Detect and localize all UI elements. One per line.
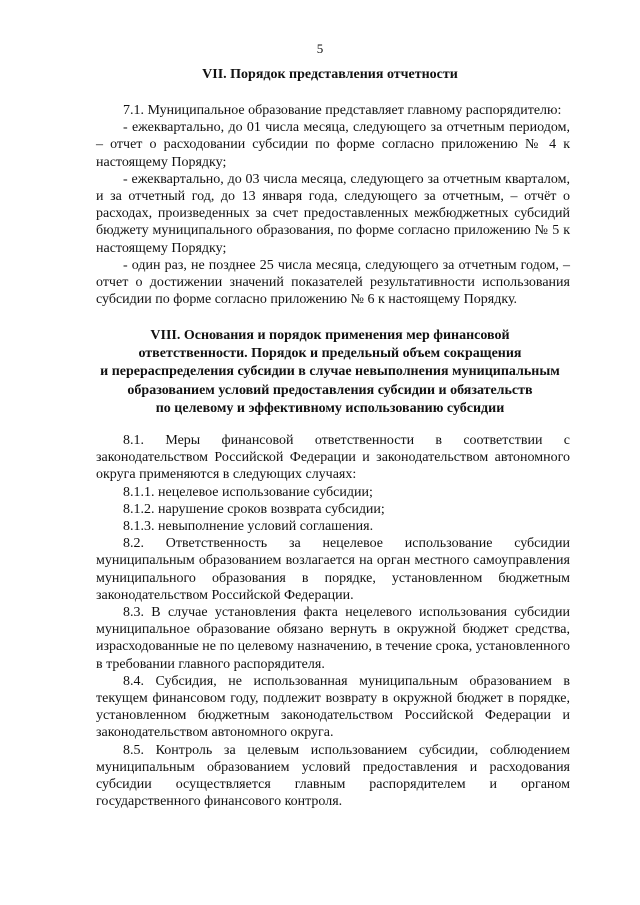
page-number: 5 bbox=[316, 41, 324, 56]
paragraph-8-1-3: 8.1.3. невыполнение условий соглашения. bbox=[123, 519, 374, 535]
section-8-title-line: и перераспределения субсидии в случае невыполнения муниципальным bbox=[100, 364, 560, 380]
section-8-title-line: ответственности. Порядок и предельный объем сокращения bbox=[138, 346, 522, 362]
paragraph-7-1-item-3: - один раз, не позднее 25 числа месяца, следующего за отчетным годом, – отчет о достижении значений показателей результативности использования субсидии по форме согласно приложению № 6 к настоящему Порядку. bbox=[96, 257, 570, 308]
paragraph-8-1-1: 8.1.1. нецелевое использование субсидии; bbox=[123, 484, 373, 500]
section-7-body bbox=[96, 102, 570, 308]
paragraph-8-2: 8.2. Ответственность за нецелевое использование субсидии муниципальным образованием возлагается на орган местного самоуправления муниципального образования в порядке, установленном бюджетным законодательством Российской Федерации. bbox=[96, 536, 570, 603]
section-8-body bbox=[96, 432, 570, 810]
paragraph-8-1: 8.1. Меры финансовой ответственности в соответствии с законодательством Российской Федерации и законодательством автономного округа применяются в следующих случаях: bbox=[96, 433, 570, 483]
paragraph-7-1: 7.1. Муниципальное образование представляет главному распорядителю: bbox=[123, 103, 562, 118]
section-8-title-line: по целевому и эффективному использованию субсидии bbox=[155, 400, 505, 416]
paragraph-7-1-item-2: - ежеквартально, до 03 числа месяца, следующего за отчетным кварталом, и за отчетный год, до 13 января года, следующего за отчетным, – отчёт о расходах, произведенных за счет предоставленных межбюджетных субсидий бюджету муниципального образования, по форме согласно приложению № 5 к настоящему Порядку; bbox=[96, 171, 570, 256]
section-8-title-line: образованием условий предоставления субсидии и обязательств bbox=[127, 382, 533, 398]
section-7-title: VII. Порядок представления отчетности bbox=[202, 67, 458, 82]
paragraph-8-5: 8.5. Контроль за целевым использованием субсидии, соблюдением муниципальным образованием условий предоставления и расходования субсидии осуществляется главным распорядителем и органом государственного финансового контроля. bbox=[96, 742, 570, 810]
section-8-title bbox=[90, 327, 570, 418]
paragraph-8-4: 8.4. Субсидия, не использованная муниципальным образованием в текущем финансовом году, подлежит возврату в окружной бюджет в порядке, установленном бюджетным законодательством Российской Федерации и законодательством автономного округа. bbox=[96, 673, 570, 741]
paragraph-8-1-2: 8.1.2. нарушение сроков возврата субсидии; bbox=[123, 501, 385, 517]
paragraph-8-3: 8.3. В случае установления факта нецелевого использования субсидии муниципальное образование обязано вернуть в окружной бюджет средства, израсходованные не по целевому назначению, в течение срока, установленного в требовании главного распорядителя. bbox=[96, 605, 570, 672]
paragraph-7-1-item-1: - ежеквартально, до 01 числа месяца, следующего за отчетным периодом, – отчет о расходовании субсидии по форме согласно приложению № 4 к настоящему Порядку; bbox=[96, 120, 570, 170]
section-8-title-line: VIII. Основания и порядок применения мер финансовой bbox=[150, 328, 510, 343]
